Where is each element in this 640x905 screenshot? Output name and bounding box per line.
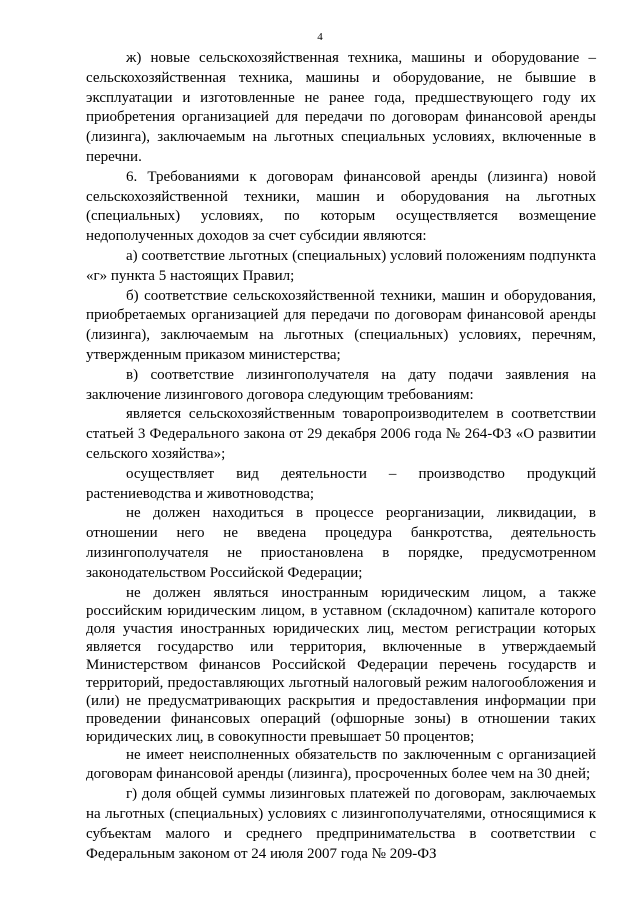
paragraph-a: а) соответствие льготных (специальных) условий положениям подпункта «г» пункта 5 настоящих Правил; bbox=[86, 247, 596, 284]
paragraph-g: г) доля общей суммы лизинговых платежей по договорам, заключаемых на льготных (специальных) условиях с лизингополучателями, относящимися к субъектам малого и среднего предпринимательства в соответствии с Федеральным законом от 24 июля 2007 года № 209-ФЗ bbox=[86, 786, 596, 862]
paragraph-activity: осуществляет вид деятельности – производство продукций растениеводства и животноводства; bbox=[86, 465, 596, 502]
page-number: 4 bbox=[317, 31, 323, 43]
paragraph-6: 6. Требованиями к договорам финансовой аренды (лизинга) новой сельскохозяйственной техники, машин и оборудования на льготных (специальных) условиях, по которым осуществляется возмещение недополученных доходов за счет субсидии являются: bbox=[86, 168, 596, 245]
paragraph-zh: ж) новые сельскохозяйственная техника, машины и оборудование – сельскохозяйственная техника, машины и оборудование, не бывшие в эксплуатации и изготовленные не ранее года, предшествующего году их приобретения организацией для передачи по договорам финансовой аренды (лизинга), заключаемым на льготных специальных условиях, включенные в перечни. bbox=[86, 50, 596, 165]
paragraph-foreign-entity: не должен являться иностранным юридическим лицом, а также российским юридическим лицом, в уставном (складочном) капитале которого доля участия иностранных юридических лиц, местом регистрации которых является государство или территория, включенные в утверждаемый Министерством финансов Российской Федерации перечень государств и территорий, предоставляющих льготный налоговый режим налогообложения и (или) не предусматривающих раскрытия и предоставления информации при проведении финансовых операций (офшорные зоны) в отношении таких юридических лиц, в совокупности превышает 50 процентов; bbox=[86, 584, 596, 745]
paragraph-obligations: не имеет неисполненных обязательств по заключенным с организацией договорам финансовой аренды (лизинга), просроченных более чем на 30 дней; bbox=[86, 746, 596, 783]
paragraph-b: б) соответствие сельскохозяйственной техники, машин и оборудования, приобретаемых организацией для передачи по договорам финансовой аренды (лизинга), заключаемым на льготных (специальных) условиях, перечням, утвержденным приказом министерства; bbox=[86, 287, 596, 363]
document-body bbox=[86, 49, 596, 864]
paragraph-producer: является сельскохозяйственным товаропроизводителем в соответствии статьей 3 Федерального закона от 29 декабря 2006 года № 264-ФЗ «О развитии сельского хозяйства»; bbox=[86, 406, 596, 462]
paragraph-v: в) соответствие лизингополучателя на дату подачи заявления на заключение лизингового договора следующим требованиям: bbox=[86, 366, 596, 403]
paragraph-reorganization: не должен находиться в процессе реорганизации, ликвидации, в отношении него не введена процедура банкротства, деятельность лизингополучателя не приостановлена в порядке, предусмотренном законодательством Российской Федерации; bbox=[86, 505, 596, 581]
